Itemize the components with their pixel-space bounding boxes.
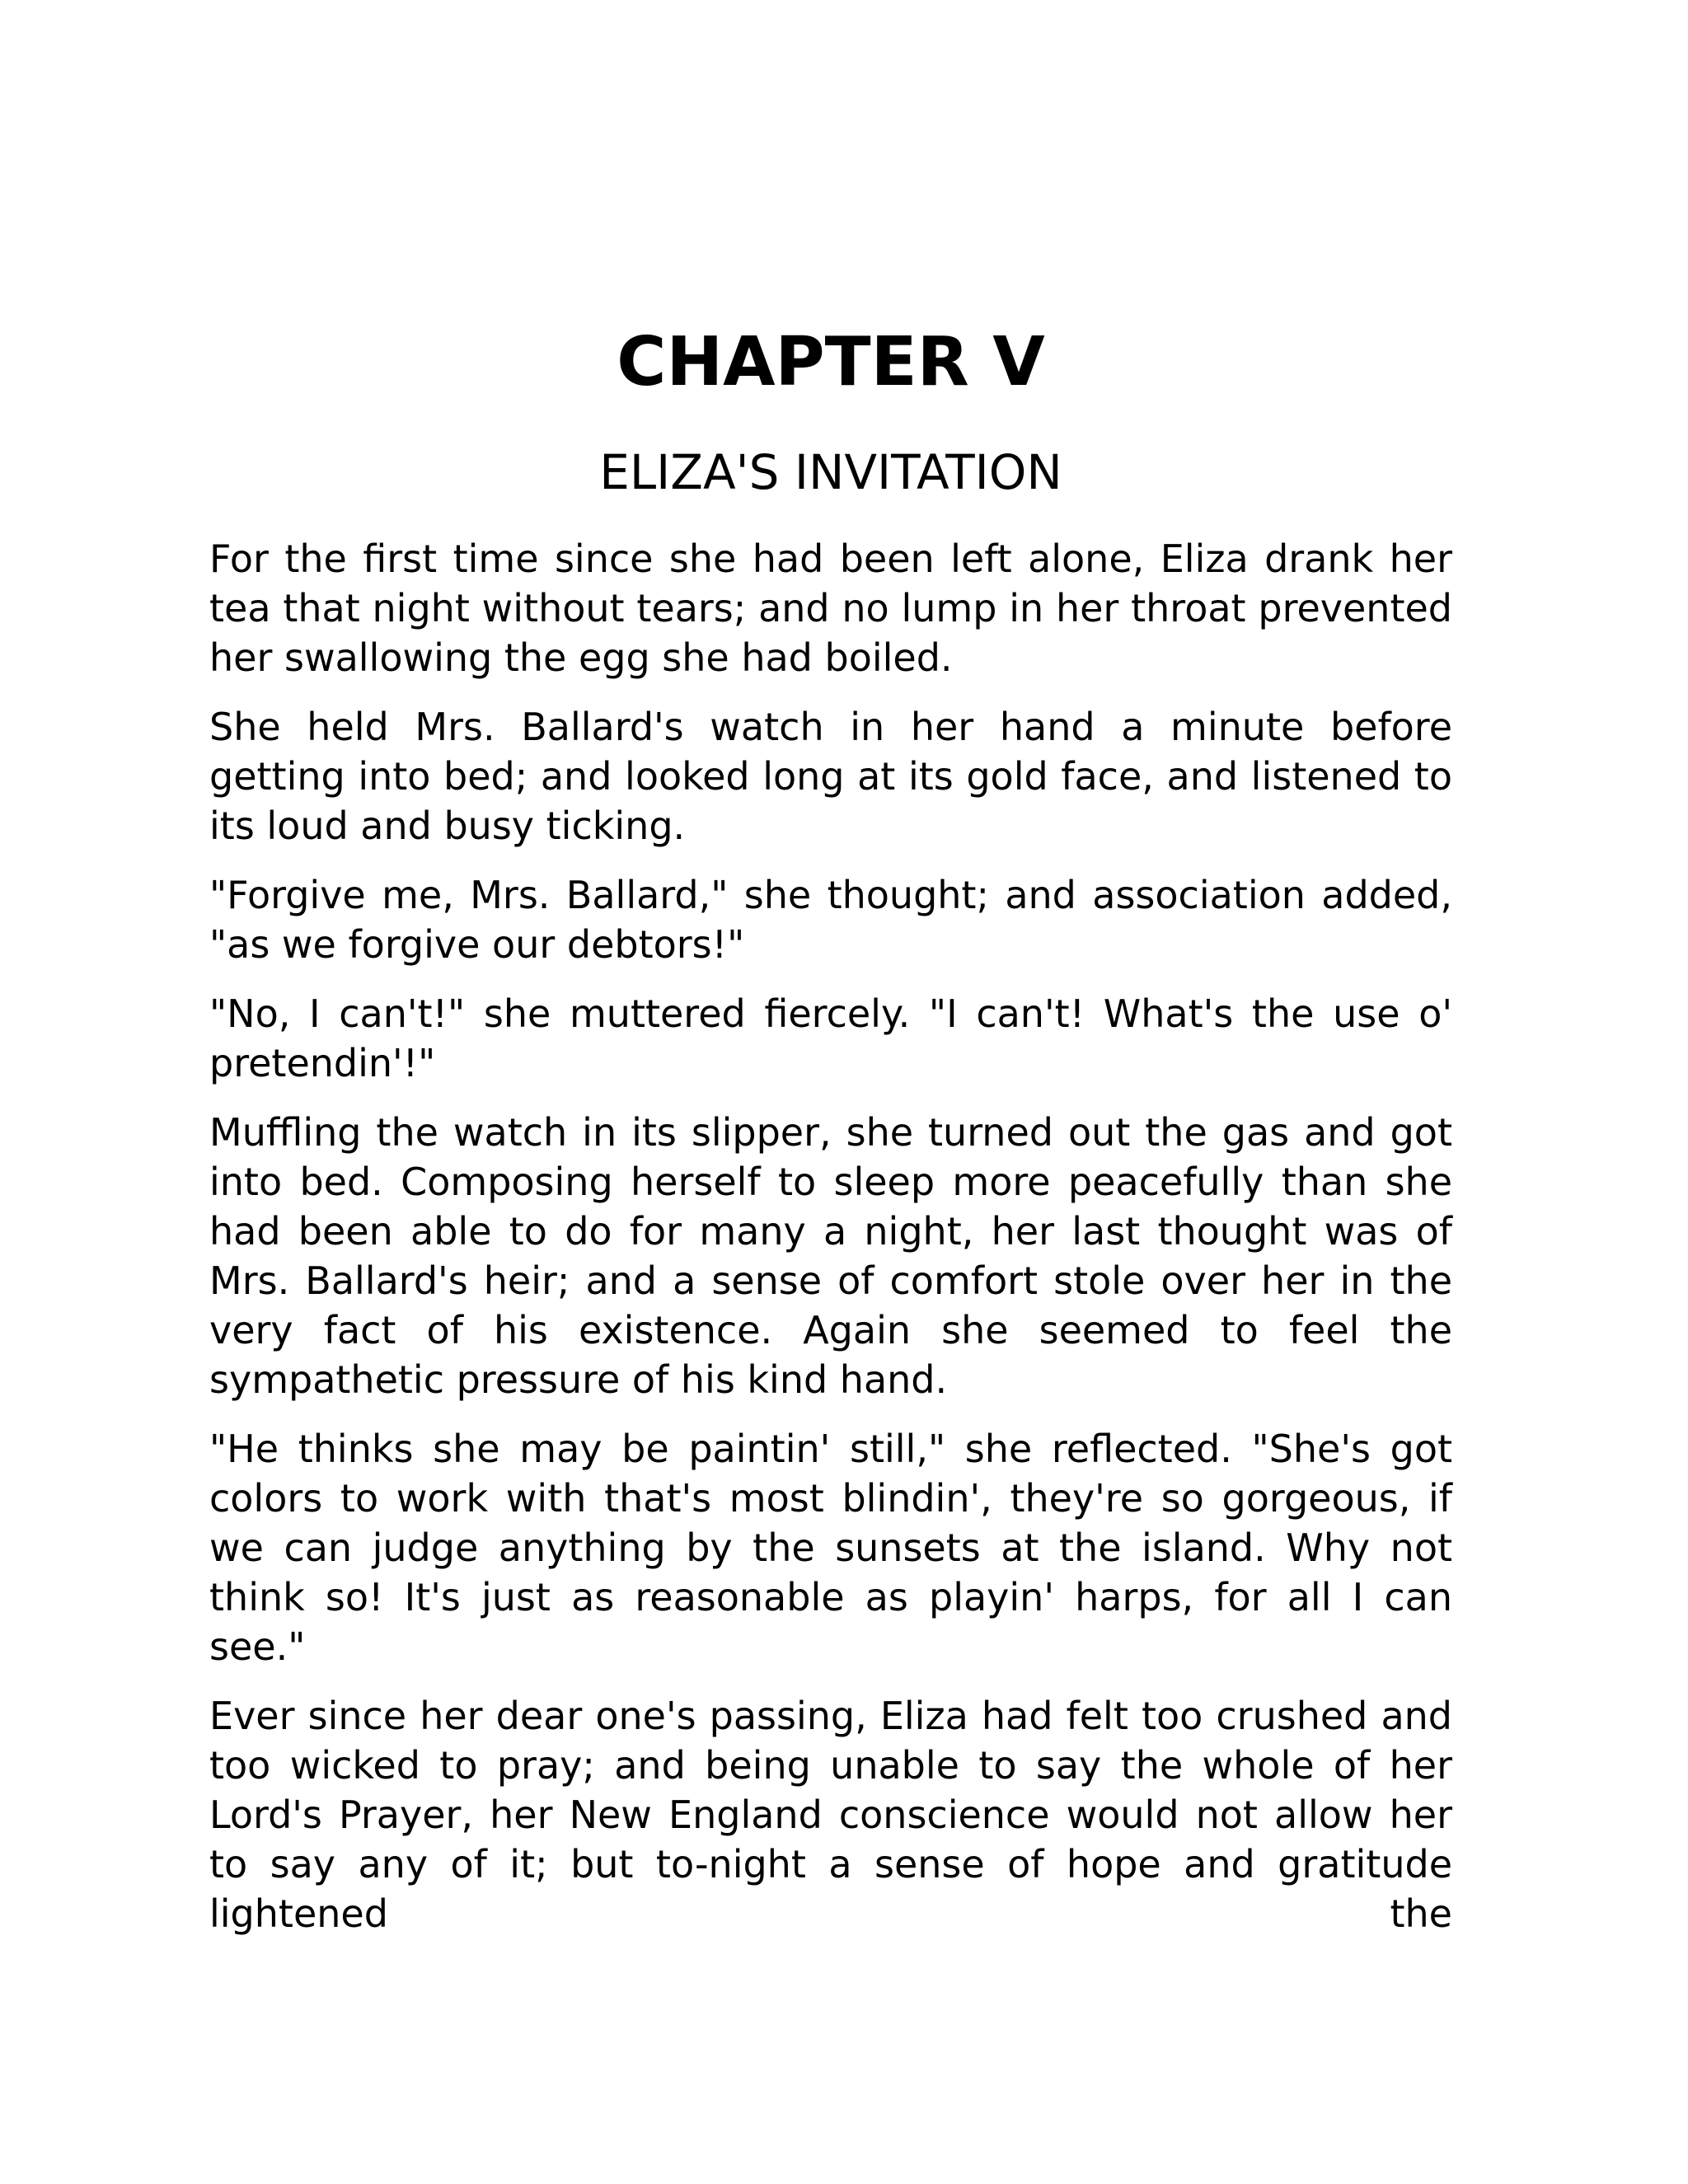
chapter-title: CHAPTER V — [617, 323, 1045, 401]
paragraph: "He thinks she may be paintin' still," she reflected. "She's got colors to work with that's most blindin', they're so gorgeous, if we can judge anything by the sunsets at the island. Why not think so! It's just as reasonable as playin' harps, for all I can see." — [209, 1427, 1452, 1669]
chapter-subtitle: ELIZA'S INVITATION — [599, 444, 1062, 500]
paragraph: "No, I can't!" she muttered fiercely. "I can't! What's the use o' pretendin'!" — [209, 991, 1452, 1085]
paragraph: For the first time since she had been left alone, Eliza drank her tea that night without tears; and no lump in her throat prevented her swallowing the egg she had boiled. — [209, 537, 1452, 680]
paragraph: Muffling the watch in its slipper, she turned out the gas and got into bed. Composing herself to sleep more peacefully than she had been able to do for many a night, her last thought was of Mrs. Ballard's heir; and a sense of comfort stole over her in the very fact of his existence. Again she seemed to feel the sympathetic pressure of his kind hand. — [209, 1110, 1452, 1402]
book-page — [209, 321, 1452, 1938]
chapter-body — [209, 534, 1452, 1938]
paragraph: She held Mrs. Ballard's watch in her hand a minute before getting into bed; and looked long at its gold face, and listened to its loud and busy ticking. — [209, 705, 1452, 848]
paragraph: "Forgive me, Mrs. Ballard," she thought; and association added, "as we forgive our debtors!" — [209, 873, 1452, 967]
paragraph-continued: Ever since her dear one's passing, Eliza had felt too crushed and too wicked to pray; and being unable to say the whole of her Lord's Prayer, her New England conscience would not allow her to say any of it; but to-night a sense of hope and gratitude lightened the — [209, 1694, 1452, 1936]
